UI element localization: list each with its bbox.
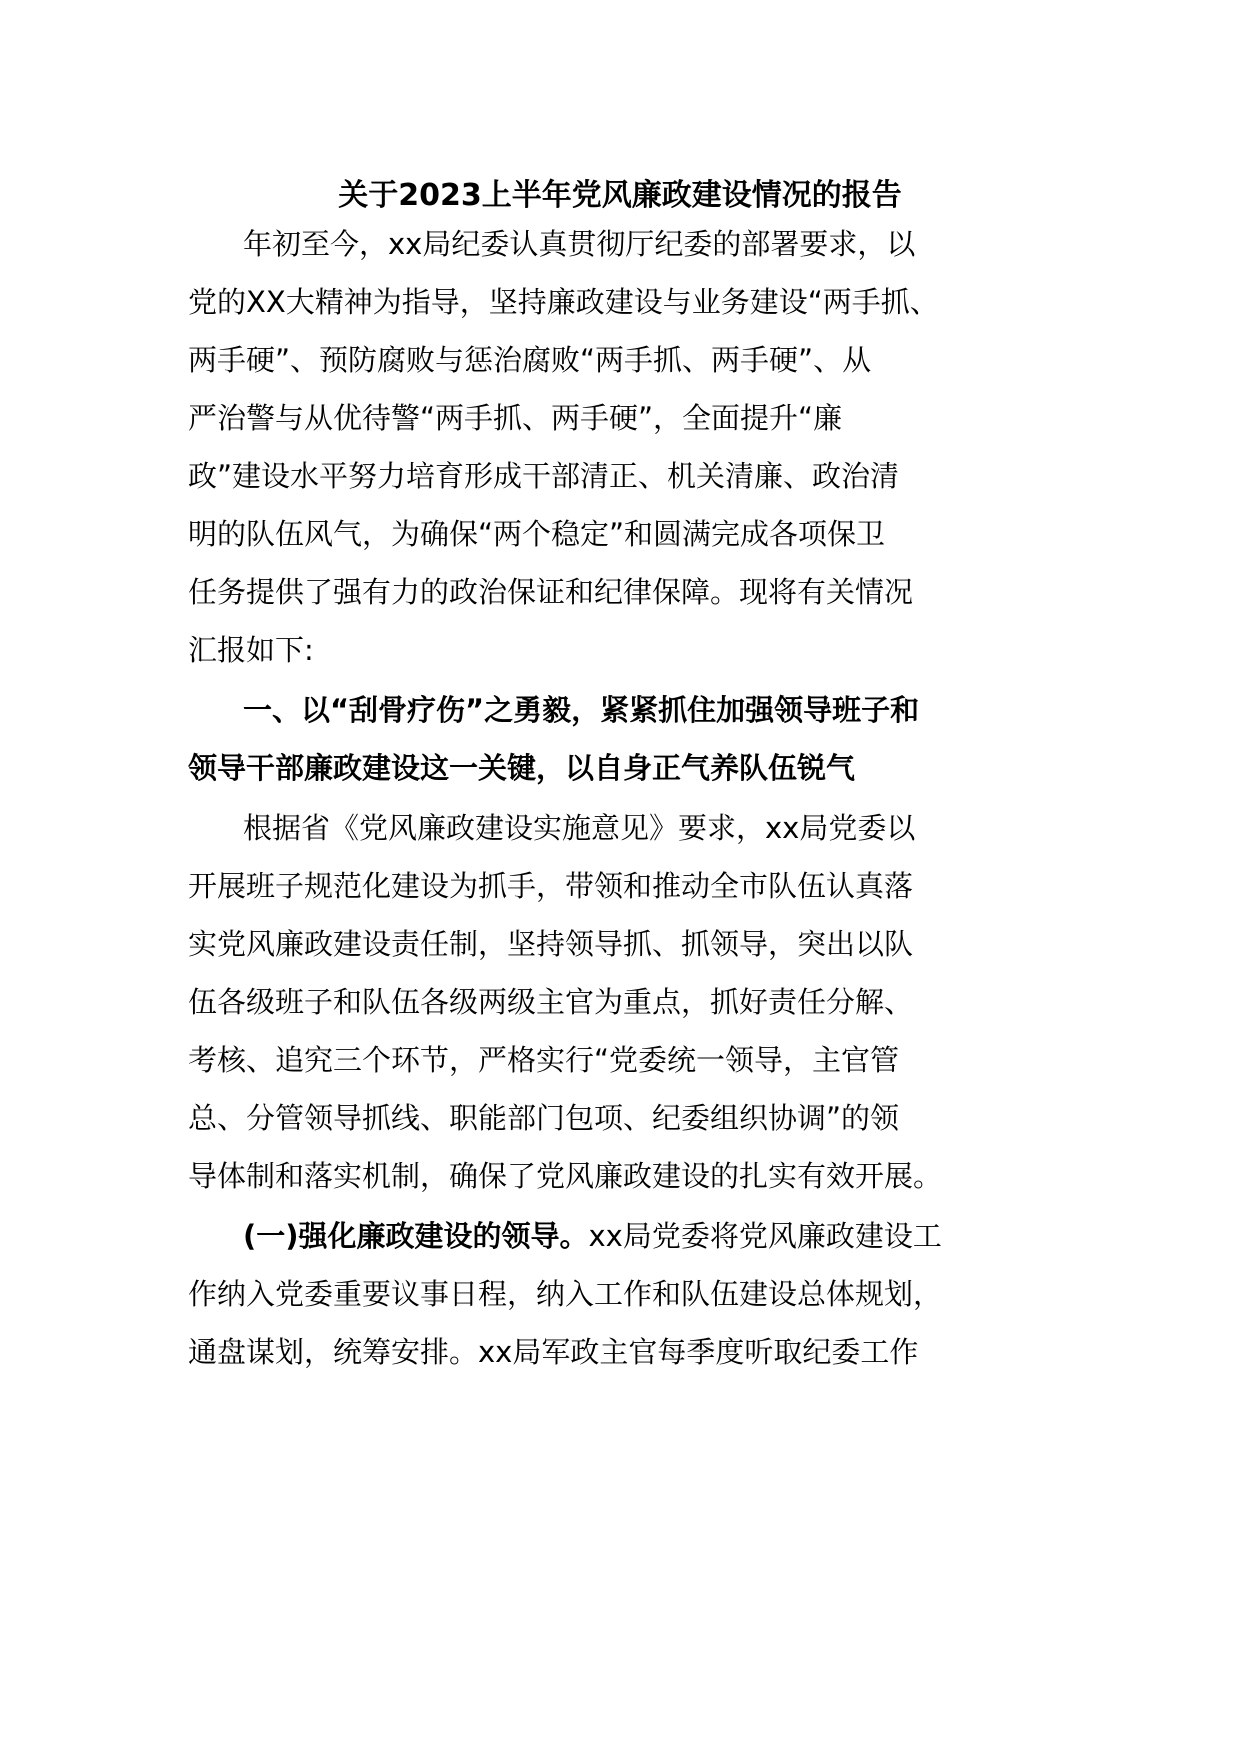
paragraph-line: 伍各级班子和队伍各级两级主官为重点，抓好责任分解、 bbox=[188, 985, 914, 1019]
paragraph-line: 年初至今，xx局纪委认真贯彻厅纪委的部署要求，以 bbox=[243, 227, 916, 261]
paragraph-line: 明的队伍风气，为确保“两个稳定”和圆满完成各项保卫 bbox=[188, 517, 886, 551]
paragraph-line: 作纳入党委重要议事日程，纳入工作和队伍建设总体规划， bbox=[188, 1277, 943, 1311]
paragraph-line: 考核、追究三个环节，严格实行“党委统一领导，主官管 bbox=[188, 1043, 900, 1077]
paragraph-line: 通盘谋划，统筹安排。xx局军政主官每季度听取纪委工作 bbox=[188, 1335, 919, 1369]
paragraph-line: 严治警与从优待警“两手抓、两手硬”，全面提升“廉 bbox=[188, 401, 843, 435]
subsection-line bbox=[243, 1216, 942, 1256]
paragraph-line: 根据省《党风廉政建设实施意见》要求，xx局党委以 bbox=[243, 811, 916, 845]
paragraph-line: 两手硬”、预防腐败与惩治腐败“两手抓、两手硬”、从 bbox=[188, 343, 872, 377]
paragraph-text: xx局党委将党风廉政建设工 bbox=[588, 1219, 942, 1253]
paragraph-line: 党的XX大精神为指导，坚持廉政建设与业务建设“两手抓、 bbox=[188, 285, 939, 319]
paragraph-line: 总、分管领导抓线、职能部门包项、纪委组织协调”的领 bbox=[188, 1101, 900, 1135]
paragraph-line: 实党风廉政建设责任制，坚持领导抓、抓领导，突出以队 bbox=[188, 927, 914, 961]
document-title: 关于2023上半年党风廉政建设情况的报告 bbox=[338, 178, 902, 213]
section-heading: 一、以“刮骨疗伤”之勇毅，紧紧抓住加强领导班子和 bbox=[243, 693, 920, 727]
paragraph-line: 任务提供了强有力的政治保证和纪律保障。现将有关情况 bbox=[188, 575, 914, 609]
paragraph-line: 开展班子规范化建设为抓手，带领和推动全市队伍认真落 bbox=[188, 869, 914, 903]
section-heading: 领导干部廉政建设这一关键，以自身正气养队伍锐气 bbox=[188, 751, 856, 785]
paragraph-line: 汇报如下: bbox=[188, 633, 314, 667]
paragraph-line: 导体制和落实机制，确保了党风廉政建设的扎实有效开展。 bbox=[188, 1159, 943, 1193]
subsection-heading: (一)强化廉政建设的领导。 bbox=[243, 1219, 589, 1253]
paragraph-line: 政”建设水平努力培育形成干部清正、机关清廉、政治清 bbox=[188, 459, 900, 493]
